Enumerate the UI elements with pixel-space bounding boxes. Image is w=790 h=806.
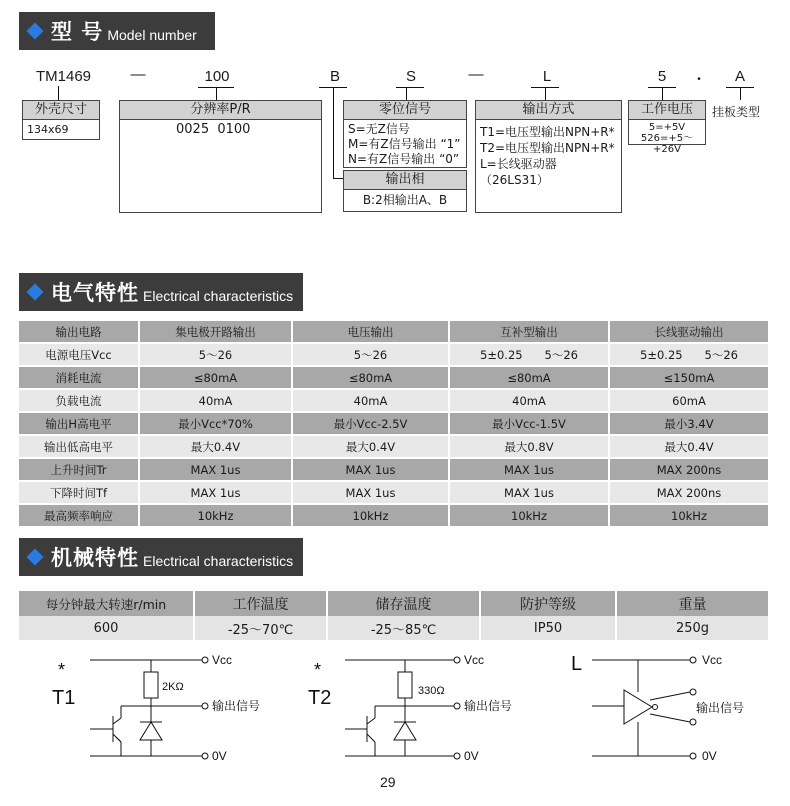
t1-resistor: 2KΩ bbox=[162, 681, 184, 693]
code-dash-2: — bbox=[468, 66, 484, 83]
cell: MAX 1us bbox=[292, 458, 449, 481]
cell: 5±0.25 5～26 bbox=[609, 343, 769, 366]
mechanical-table bbox=[19, 591, 770, 640]
table-header-row bbox=[19, 321, 769, 343]
l-output: 输出信号 bbox=[696, 701, 745, 715]
row-label: 输出H高电平 bbox=[19, 412, 139, 435]
cell: MAX 200ns bbox=[609, 458, 769, 481]
zero-signal-line: N=有Z信号输出 “0” bbox=[348, 152, 460, 166]
cell: ≤80mA bbox=[139, 366, 292, 389]
header-cell: 每分钟最大转速r/min bbox=[19, 591, 194, 616]
zero-signal-line: M=有Z信号输出 “1” bbox=[348, 137, 461, 151]
l-label: L bbox=[571, 653, 583, 675]
cell: MAX 200ns bbox=[609, 481, 769, 504]
resolution-box bbox=[119, 100, 322, 213]
cell: MAX 1us bbox=[292, 481, 449, 504]
code-voltage: 5 bbox=[657, 68, 667, 85]
cell: ≤80mA bbox=[292, 366, 449, 389]
cell: 最小Vcc-2.5V bbox=[292, 412, 449, 435]
output-mode-line: T2=电压型输出NPN+R* bbox=[480, 141, 615, 155]
section-title-cn: 型 号 bbox=[51, 20, 104, 44]
section-title-en: Electrical characteristics bbox=[143, 553, 294, 569]
cell: 最小Vcc*70% bbox=[139, 412, 292, 435]
size-box-title: 外壳尺寸 bbox=[23, 101, 99, 120]
table-header-row bbox=[19, 591, 769, 616]
code-resolution: 100 bbox=[204, 68, 230, 85]
row-label: 输出低高电平 bbox=[19, 435, 139, 458]
header-cell: 防护等级 bbox=[480, 591, 616, 616]
table-row bbox=[19, 616, 769, 640]
cell: 250g bbox=[616, 616, 769, 640]
cell: -25～70℃ bbox=[194, 616, 327, 640]
cell: 最小3.4V bbox=[609, 412, 769, 435]
table-row bbox=[19, 481, 769, 504]
cell: 40mA bbox=[292, 389, 449, 412]
diamond-icon bbox=[27, 23, 44, 40]
size-box-value: 134x69 bbox=[27, 123, 69, 136]
cell: 40mA bbox=[449, 389, 609, 412]
header-cell: 工作温度 bbox=[194, 591, 327, 616]
zero-signal-box bbox=[343, 100, 467, 168]
row-label: 最高频率响应 bbox=[19, 504, 139, 527]
t2-star: * bbox=[314, 660, 322, 680]
header-cell: 输出电路 bbox=[19, 321, 139, 343]
section-title-cn: 机械特性 bbox=[51, 546, 139, 570]
resolution-box-value: 0025 0100 bbox=[176, 122, 251, 137]
cell: 10kHz bbox=[609, 504, 769, 527]
cell: MAX 1us bbox=[139, 458, 292, 481]
cell: 最大0.4V bbox=[139, 435, 292, 458]
page-number: 29 bbox=[380, 774, 396, 790]
cell: 600 bbox=[19, 616, 194, 640]
circuit-l bbox=[571, 653, 744, 763]
output-mode-line: T1=电压型输出NPN+R* bbox=[480, 125, 615, 139]
cell: 10kHz bbox=[292, 504, 449, 527]
t1-star: * bbox=[58, 660, 66, 680]
code-mount: A bbox=[734, 68, 745, 85]
l-ground: 0V bbox=[702, 749, 717, 763]
header-cell: 电压输出 bbox=[292, 321, 449, 343]
code-dash-1: — bbox=[130, 66, 146, 83]
t1-output: 输出信号 bbox=[212, 699, 261, 713]
l-vcc: Vcc bbox=[702, 653, 723, 667]
mount-type-label: 挂板类型 bbox=[712, 105, 761, 119]
table-row bbox=[19, 343, 769, 366]
size-box bbox=[22, 100, 100, 140]
cell: 5～26 bbox=[292, 343, 449, 366]
output-phase-box-value: B:2相输出A、B bbox=[362, 193, 448, 207]
cell: 10kHz bbox=[449, 504, 609, 527]
t2-label: T2 bbox=[308, 687, 332, 709]
code-dot: • bbox=[697, 74, 701, 85]
table-row bbox=[19, 504, 769, 527]
cell: MAX 1us bbox=[449, 481, 609, 504]
output-phase-box-title: 输出相 bbox=[344, 171, 466, 190]
cell: MAX 1us bbox=[139, 481, 292, 504]
header-cell: 储存温度 bbox=[327, 591, 480, 616]
diamond-icon bbox=[27, 549, 44, 566]
circuit-t2 bbox=[308, 653, 512, 763]
row-label: 上升时间Tr bbox=[19, 458, 139, 481]
t2-vcc: Vcc bbox=[464, 653, 485, 667]
table-row bbox=[19, 435, 769, 458]
mechanical-header bbox=[19, 538, 303, 576]
output-mode-box bbox=[475, 100, 622, 213]
voltage-line: 5=+5V bbox=[648, 122, 686, 133]
cell: 40mA bbox=[139, 389, 292, 412]
cell: 5～26 bbox=[139, 343, 292, 366]
t2-output: 输出信号 bbox=[464, 699, 513, 713]
voltage-line: 526=+5～+26V bbox=[640, 133, 694, 155]
t2-resistor: 330Ω bbox=[418, 685, 445, 697]
code-phase: S bbox=[405, 68, 416, 85]
code-zero: B bbox=[329, 68, 340, 85]
cell: IP50 bbox=[480, 616, 616, 640]
code-series: TM1469 bbox=[36, 68, 92, 85]
table-row bbox=[19, 389, 769, 412]
voltage-box bbox=[628, 100, 706, 155]
cell: 最小Vcc-1.5V bbox=[449, 412, 609, 435]
output-mode-line: L=长线驱动器（26LS31） bbox=[480, 157, 557, 187]
section-title-cn: 电气特性 bbox=[51, 281, 139, 305]
row-label: 消耗电流 bbox=[19, 366, 139, 389]
code-output: L bbox=[542, 68, 552, 85]
circuit-t1 bbox=[52, 653, 260, 763]
header-cell: 长线驱动输出 bbox=[609, 321, 769, 343]
table-row bbox=[19, 366, 769, 389]
zero-signal-line: S=无Z信号 bbox=[348, 122, 410, 136]
cell: ≤150mA bbox=[609, 366, 769, 389]
output-mode-box-title: 输出方式 bbox=[476, 101, 621, 120]
cell: 最大0.4V bbox=[609, 435, 769, 458]
t1-label: T1 bbox=[52, 687, 76, 709]
cell: 5±0.25 5～26 bbox=[449, 343, 609, 366]
model-number-header bbox=[19, 12, 215, 50]
header-cell: 互补型输出 bbox=[449, 321, 609, 343]
row-label: 下降时间Tf bbox=[19, 481, 139, 504]
row-label: 电源电压Vcc bbox=[19, 343, 139, 366]
header-cell: 集电极开路输出 bbox=[139, 321, 292, 343]
section-title-en: Model number bbox=[107, 27, 197, 43]
table-row bbox=[19, 412, 769, 435]
resolution-box-title: 分辨率P/R bbox=[120, 101, 321, 120]
header-cell: 重量 bbox=[616, 591, 769, 616]
voltage-box-title: 工作电压 bbox=[629, 101, 705, 120]
cell: MAX 1us bbox=[449, 458, 609, 481]
electrical-header bbox=[19, 273, 303, 311]
cell: 10kHz bbox=[139, 504, 292, 527]
cell: -25～85℃ bbox=[327, 616, 480, 640]
t2-ground: 0V bbox=[464, 749, 479, 763]
table-row bbox=[19, 458, 769, 481]
cell: 最大0.4V bbox=[292, 435, 449, 458]
cell: ≤80mA bbox=[449, 366, 609, 389]
zero-signal-box-title: 零位信号 bbox=[344, 101, 466, 120]
t1-ground: 0V bbox=[212, 749, 227, 763]
row-label: 负载电流 bbox=[19, 389, 139, 412]
electrical-table bbox=[19, 321, 770, 528]
output-phase-box bbox=[343, 170, 467, 212]
circuit-diagrams bbox=[0, 648, 790, 788]
cell: 60mA bbox=[609, 389, 769, 412]
t1-vcc: Vcc bbox=[212, 653, 233, 667]
cell: 最大0.8V bbox=[449, 435, 609, 458]
diamond-icon bbox=[27, 284, 44, 301]
section-title-en: Electrical characteristics bbox=[143, 288, 294, 304]
